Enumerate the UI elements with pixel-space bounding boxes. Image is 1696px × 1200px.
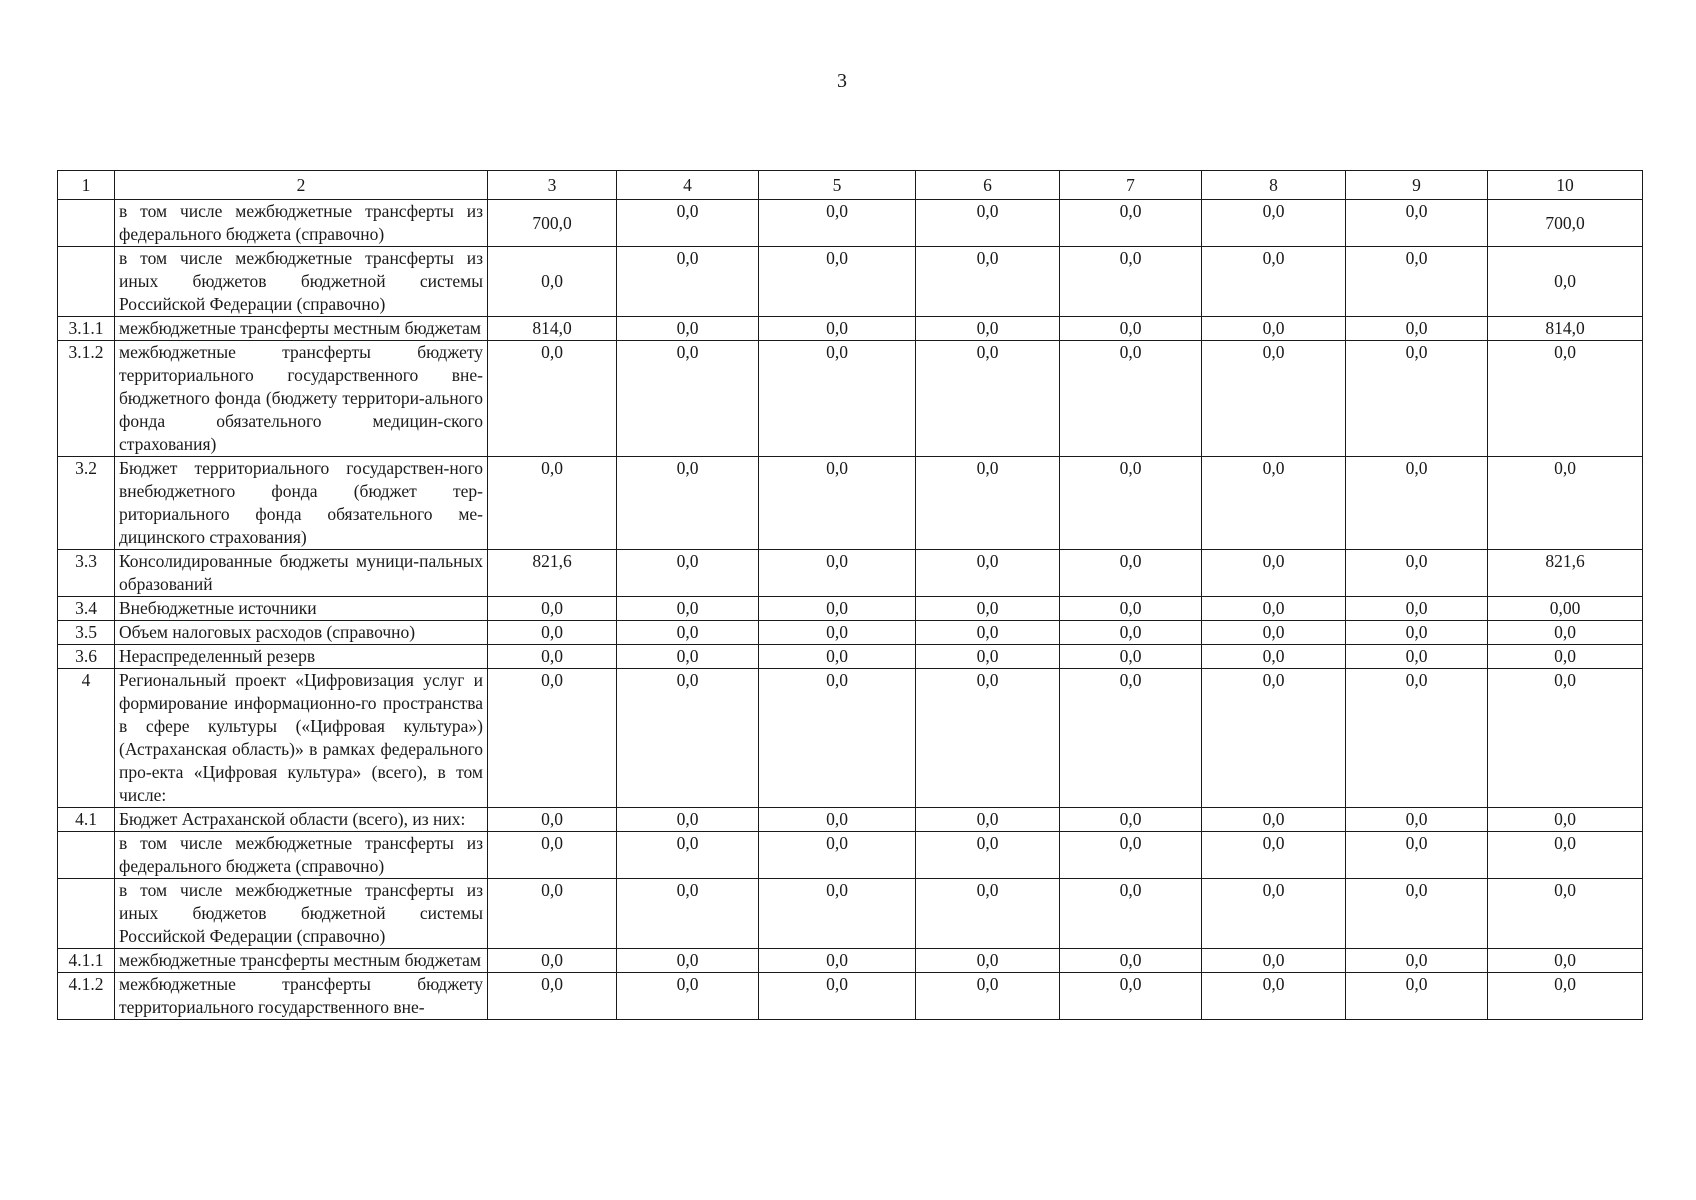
table-row <box>58 949 1643 973</box>
value-cell: 0,0 <box>759 645 916 669</box>
value-cell: 0,0 <box>1346 247 1488 317</box>
value-cell: 0,0 <box>1202 550 1346 597</box>
table-row <box>58 341 1643 457</box>
table-row <box>58 832 1643 879</box>
value-cell: 0,0 <box>1060 247 1202 317</box>
table-body <box>58 200 1643 1020</box>
header-cell: 5 <box>759 171 916 200</box>
row-name: межбюджетные трансферты бюджету территориального государственного вне- <box>115 973 488 1020</box>
value-cell: 0,00 <box>1488 597 1643 621</box>
row-number: 3.1.2 <box>58 341 115 457</box>
table-row <box>58 597 1643 621</box>
value-cell: 0,0 <box>1346 317 1488 341</box>
value-cell: 821,6 <box>1488 550 1643 597</box>
row-number: 4.1.1 <box>58 949 115 973</box>
value-cell: 0,0 <box>1202 669 1346 808</box>
value-cell: 0,0 <box>1060 457 1202 550</box>
value-cell: 0,0 <box>1202 621 1346 645</box>
value-cell: 0,0 <box>617 341 759 457</box>
row-name: в том числе межбюджетные трансферты из федерального бюджета (справочно) <box>115 200 488 247</box>
table-row <box>58 550 1643 597</box>
value-cell: 0,0 <box>1060 879 1202 949</box>
value-cell: 0,0 <box>1488 457 1643 550</box>
table-row <box>58 621 1643 645</box>
value-cell: 0,0 <box>916 200 1060 247</box>
value-cell: 0,0 <box>759 200 916 247</box>
value-cell: 0,0 <box>759 973 916 1020</box>
value-cell: 0,0 <box>759 550 916 597</box>
value-cell: 0,0 <box>916 341 1060 457</box>
value-cell: 0,0 <box>617 597 759 621</box>
value-cell: 0,0 <box>916 550 1060 597</box>
value-cell: 0,0 <box>1488 247 1643 317</box>
value-cell: 0,0 <box>759 247 916 317</box>
value-cell: 0,0 <box>1488 879 1643 949</box>
value-cell: 0,0 <box>1346 808 1488 832</box>
value-cell: 0,0 <box>1202 200 1346 247</box>
value-cell: 0,0 <box>1346 949 1488 973</box>
value-cell: 0,0 <box>1488 832 1643 879</box>
row-number: 3.4 <box>58 597 115 621</box>
value-cell: 0,0 <box>1488 621 1643 645</box>
value-cell: 0,0 <box>916 247 1060 317</box>
value-cell: 0,0 <box>1060 597 1202 621</box>
value-cell: 0,0 <box>1202 879 1346 949</box>
header-cell: 10 <box>1488 171 1643 200</box>
value-cell: 0,0 <box>916 808 1060 832</box>
value-cell: 0,0 <box>916 832 1060 879</box>
value-cell: 0,0 <box>1202 597 1346 621</box>
value-cell: 0,0 <box>1346 200 1488 247</box>
value-cell: 0,0 <box>916 621 1060 645</box>
value-cell: 0,0 <box>488 949 617 973</box>
table-header <box>58 171 1643 200</box>
row-name: Нераспределенный резерв <box>115 645 488 669</box>
value-cell: 0,0 <box>1060 317 1202 341</box>
table-row <box>58 200 1643 247</box>
value-cell: 0,0 <box>1202 341 1346 457</box>
value-cell: 814,0 <box>488 317 617 341</box>
row-name: межбюджетные трансферты бюджету территориального государственного вне-бюджетного фонда (бюджету территори-ального фонда обязательного медицин-ского страхования) <box>115 341 488 457</box>
header-cell: 9 <box>1346 171 1488 200</box>
value-cell: 0,0 <box>1202 808 1346 832</box>
value-cell: 0,0 <box>1060 973 1202 1020</box>
value-cell: 0,0 <box>617 808 759 832</box>
value-cell: 0,0 <box>1346 597 1488 621</box>
value-cell: 0,0 <box>1202 949 1346 973</box>
row-name: в том числе межбюджетные трансферты из федерального бюджета (справочно) <box>115 832 488 879</box>
value-cell: 0,0 <box>1488 973 1643 1020</box>
table-row <box>58 317 1643 341</box>
value-cell: 0,0 <box>617 200 759 247</box>
header-row <box>58 171 1643 200</box>
value-cell: 0,0 <box>1202 317 1346 341</box>
value-cell: 0,0 <box>1060 669 1202 808</box>
value-cell: 0,0 <box>916 317 1060 341</box>
row-name: в том числе межбюджетные трансферты из иных бюджетов бюджетной системы Российской Федерации (справочно) <box>115 247 488 317</box>
value-cell: 0,0 <box>1202 832 1346 879</box>
row-name: Объем налоговых расходов (справочно) <box>115 621 488 645</box>
header-cell: 4 <box>617 171 759 200</box>
value-cell: 0,0 <box>1488 645 1643 669</box>
budget-table <box>57 170 1643 1020</box>
row-name: в том числе межбюджетные трансферты из иных бюджетов бюджетной системы Российской Федерации (справочно) <box>115 879 488 949</box>
row-name: Региональный проект «Цифровизация услуг и формирование информационно-го пространства в сфере культуры («Цифровая культура») (Астраханская область)» в рамках федерального про-екта «Цифровая культура» (всего), в том числе: <box>115 669 488 808</box>
table-row <box>58 457 1643 550</box>
row-number: 3.3 <box>58 550 115 597</box>
row-number: 3.1.1 <box>58 317 115 341</box>
header-cell: 3 <box>488 171 617 200</box>
value-cell: 0,0 <box>488 832 617 879</box>
value-cell: 0,0 <box>488 247 617 317</box>
value-cell: 0,0 <box>759 597 916 621</box>
row-name: Консолидированные бюджеты муници-пальных образований <box>115 550 488 597</box>
value-cell: 0,0 <box>1202 247 1346 317</box>
value-cell: 0,0 <box>1346 973 1488 1020</box>
row-number <box>58 247 115 317</box>
value-cell: 0,0 <box>759 808 916 832</box>
value-cell: 0,0 <box>617 621 759 645</box>
value-cell: 0,0 <box>759 621 916 645</box>
value-cell: 0,0 <box>617 669 759 808</box>
row-number: 3.2 <box>58 457 115 550</box>
table-row <box>58 808 1643 832</box>
value-cell: 0,0 <box>1060 550 1202 597</box>
value-cell: 0,0 <box>488 457 617 550</box>
value-cell: 0,0 <box>617 550 759 597</box>
row-number <box>58 832 115 879</box>
value-cell: 0,0 <box>916 669 1060 808</box>
header-cell: 7 <box>1060 171 1202 200</box>
row-number: 3.6 <box>58 645 115 669</box>
value-cell: 0,0 <box>1060 645 1202 669</box>
row-name: межбюджетные трансферты местным бюджетам <box>115 949 488 973</box>
value-cell: 0,0 <box>488 621 617 645</box>
row-name: межбюджетные трансферты местным бюджетам <box>115 317 488 341</box>
value-cell: 0,0 <box>1346 457 1488 550</box>
row-number: 4.1.2 <box>58 973 115 1020</box>
value-cell: 0,0 <box>488 341 617 457</box>
value-cell: 0,0 <box>617 832 759 879</box>
value-cell: 700,0 <box>1488 200 1643 247</box>
value-cell: 0,0 <box>1346 832 1488 879</box>
value-cell: 0,0 <box>488 973 617 1020</box>
row-number: 4 <box>58 669 115 808</box>
value-cell: 0,0 <box>1488 669 1643 808</box>
value-cell: 0,0 <box>1202 973 1346 1020</box>
value-cell: 0,0 <box>916 597 1060 621</box>
value-cell: 0,0 <box>617 879 759 949</box>
row-name: Бюджет Астраханской области (всего), из них: <box>115 808 488 832</box>
header-cell: 2 <box>115 171 488 200</box>
value-cell: 0,0 <box>916 879 1060 949</box>
value-cell: 0,0 <box>1060 832 1202 879</box>
table-row <box>58 973 1643 1020</box>
value-cell: 0,0 <box>1488 949 1643 973</box>
value-cell: 0,0 <box>617 973 759 1020</box>
value-cell: 0,0 <box>1346 645 1488 669</box>
value-cell: 0,0 <box>1060 200 1202 247</box>
value-cell: 0,0 <box>916 457 1060 550</box>
value-cell: 0,0 <box>1346 550 1488 597</box>
value-cell: 0,0 <box>759 341 916 457</box>
row-name: Внебюджетные источники <box>115 597 488 621</box>
value-cell: 0,0 <box>617 949 759 973</box>
value-cell: 814,0 <box>1488 317 1643 341</box>
table-row <box>58 247 1643 317</box>
row-number: 3.5 <box>58 621 115 645</box>
value-cell: 821,6 <box>488 550 617 597</box>
value-cell: 0,0 <box>1202 457 1346 550</box>
value-cell: 0,0 <box>759 317 916 341</box>
value-cell: 0,0 <box>1488 808 1643 832</box>
value-cell: 0,0 <box>916 949 1060 973</box>
value-cell: 700,0 <box>488 200 617 247</box>
value-cell: 0,0 <box>759 949 916 973</box>
value-cell: 0,0 <box>488 879 617 949</box>
row-name: Бюджет территориального государствен-ного внебюджетного фонда (бюджет тер-риториального фонда обязательного ме-дицинского страхования) <box>115 457 488 550</box>
value-cell: 0,0 <box>1346 621 1488 645</box>
value-cell: 0,0 <box>488 808 617 832</box>
value-cell: 0,0 <box>1060 341 1202 457</box>
header-cell: 1 <box>58 171 115 200</box>
value-cell: 0,0 <box>617 457 759 550</box>
value-cell: 0,0 <box>759 879 916 949</box>
value-cell: 0,0 <box>1346 879 1488 949</box>
header-cell: 6 <box>916 171 1060 200</box>
value-cell: 0,0 <box>759 457 916 550</box>
table-row <box>58 645 1643 669</box>
header-cell: 8 <box>1202 171 1346 200</box>
value-cell: 0,0 <box>916 973 1060 1020</box>
value-cell: 0,0 <box>1488 341 1643 457</box>
value-cell: 0,0 <box>1060 808 1202 832</box>
value-cell: 0,0 <box>617 247 759 317</box>
table-row <box>58 669 1643 808</box>
row-number: 4.1 <box>58 808 115 832</box>
value-cell: 0,0 <box>1060 949 1202 973</box>
value-cell: 0,0 <box>759 669 916 808</box>
value-cell: 0,0 <box>488 597 617 621</box>
value-cell: 0,0 <box>617 645 759 669</box>
value-cell: 0,0 <box>759 832 916 879</box>
value-cell: 0,0 <box>617 317 759 341</box>
row-number <box>58 200 115 247</box>
row-number <box>58 879 115 949</box>
value-cell: 0,0 <box>1346 669 1488 808</box>
value-cell: 0,0 <box>488 669 617 808</box>
value-cell: 0,0 <box>916 645 1060 669</box>
page-number: 3 <box>837 70 847 92</box>
table-row <box>58 879 1643 949</box>
value-cell: 0,0 <box>1202 645 1346 669</box>
value-cell: 0,0 <box>1346 341 1488 457</box>
value-cell: 0,0 <box>1060 621 1202 645</box>
value-cell: 0,0 <box>488 645 617 669</box>
